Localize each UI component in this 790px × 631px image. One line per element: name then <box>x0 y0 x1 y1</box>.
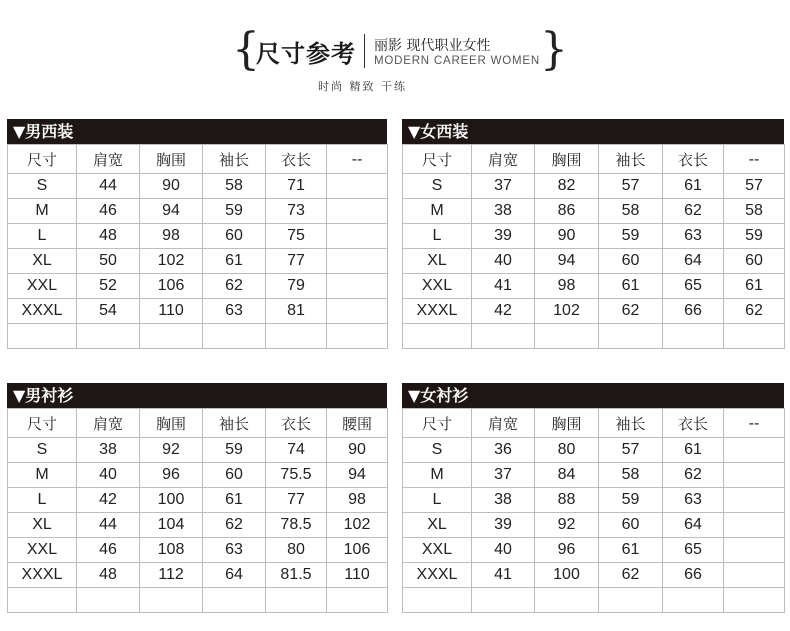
measurement-cell: 58 <box>724 199 785 224</box>
empty-row <box>403 324 785 349</box>
table-row <box>8 513 388 538</box>
measurement-cell: 94 <box>327 463 388 488</box>
table-row <box>8 199 388 224</box>
table-row <box>403 299 785 324</box>
measurement-cell: 37 <box>472 174 535 199</box>
column-header: 衣长 <box>663 409 724 438</box>
measurement-cell: 77 <box>266 249 327 274</box>
size-label-cell: XXXL <box>8 299 77 324</box>
measurement-cell: 39 <box>472 513 535 538</box>
measurement-cell: 44 <box>77 174 140 199</box>
measurement-cell <box>327 174 388 199</box>
measurement-cell: 48 <box>77 224 140 249</box>
measurement-cell: 61 <box>203 488 266 513</box>
measurement-cell: 41 <box>472 563 535 588</box>
table-row <box>403 438 785 463</box>
table-row <box>403 488 785 513</box>
empty-cell <box>472 324 535 349</box>
empty-cell <box>535 324 599 349</box>
empty-cell <box>266 588 327 613</box>
measurement-cell: 57 <box>599 174 663 199</box>
empty-row <box>8 324 388 349</box>
measurement-cell: 38 <box>472 199 535 224</box>
empty-cell <box>77 324 140 349</box>
measurement-cell: 78.5 <box>266 513 327 538</box>
empty-cell <box>403 588 472 613</box>
measurement-cell <box>724 563 785 588</box>
empty-cell <box>599 324 663 349</box>
measurement-cell: 74 <box>266 438 327 463</box>
measurement-cell: 54 <box>77 299 140 324</box>
measurement-cell: 110 <box>327 563 388 588</box>
measurement-cell: 98 <box>535 274 599 299</box>
measurement-cell: 81.5 <box>266 563 327 588</box>
measurement-cell: 66 <box>663 563 724 588</box>
measurement-cell: 80 <box>266 538 327 563</box>
measurement-cell: 75 <box>266 224 327 249</box>
empty-cell <box>472 588 535 613</box>
table-row <box>403 563 785 588</box>
table-row <box>8 463 388 488</box>
size-label-cell: XL <box>8 513 77 538</box>
measurement-cell: 63 <box>203 299 266 324</box>
size-label-cell: S <box>403 174 472 199</box>
measurement-cell: 58 <box>203 174 266 199</box>
women-suit-panel <box>402 119 784 349</box>
empty-cell <box>140 588 203 613</box>
size-table <box>7 144 388 349</box>
measurement-cell: 57 <box>724 174 785 199</box>
measurement-cell: 61 <box>724 274 785 299</box>
measurement-cell: 100 <box>535 563 599 588</box>
measurement-cell: 62 <box>724 299 785 324</box>
measurement-cell: 62 <box>203 274 266 299</box>
measurement-cell: 108 <box>140 538 203 563</box>
column-header: 尺寸 <box>8 145 77 174</box>
measurement-cell: 98 <box>327 488 388 513</box>
table-row <box>8 438 388 463</box>
measurement-cell: 38 <box>77 438 140 463</box>
empty-cell <box>403 324 472 349</box>
measurement-cell: 62 <box>663 199 724 224</box>
size-label-cell: XXL <box>8 538 77 563</box>
size-label-cell: XXXL <box>8 563 77 588</box>
table-row <box>8 274 388 299</box>
measurement-cell: 60 <box>599 249 663 274</box>
measurement-cell: 62 <box>599 299 663 324</box>
column-header: 袖长 <box>203 145 266 174</box>
measurement-cell: 59 <box>203 438 266 463</box>
measurement-cell: 112 <box>140 563 203 588</box>
measurement-cell: 102 <box>535 299 599 324</box>
size-label-cell: L <box>8 224 77 249</box>
table-title: ▼男西装 <box>7 119 387 144</box>
column-header: 肩宽 <box>472 409 535 438</box>
table-row <box>403 199 785 224</box>
measurement-cell: 63 <box>663 224 724 249</box>
measurement-cell: 41 <box>472 274 535 299</box>
table-row <box>403 513 785 538</box>
empty-cell <box>663 324 724 349</box>
size-label-cell: XXL <box>403 274 472 299</box>
table-row <box>403 224 785 249</box>
size-label-cell: M <box>403 199 472 224</box>
empty-cell <box>77 588 140 613</box>
measurement-cell: 102 <box>140 249 203 274</box>
table-row <box>403 538 785 563</box>
table-row <box>8 299 388 324</box>
empty-cell <box>140 324 203 349</box>
measurement-cell: 80 <box>535 438 599 463</box>
measurement-cell: 63 <box>203 538 266 563</box>
empty-cell <box>8 588 77 613</box>
measurement-cell: 90 <box>327 438 388 463</box>
column-header: 胸围 <box>535 409 599 438</box>
empty-cell <box>266 324 327 349</box>
title-divider <box>364 34 365 68</box>
measurement-cell: 59 <box>599 488 663 513</box>
size-label-cell: M <box>8 199 77 224</box>
size-label-cell: XL <box>403 249 472 274</box>
empty-cell <box>203 588 266 613</box>
column-header: 胸围 <box>140 145 203 174</box>
measurement-cell <box>327 224 388 249</box>
measurement-cell: 60 <box>203 224 266 249</box>
column-header: 尺寸 <box>403 145 472 174</box>
column-header: 衣长 <box>663 145 724 174</box>
empty-row <box>403 588 785 613</box>
table-header-row <box>8 145 388 174</box>
measurement-cell: 36 <box>472 438 535 463</box>
measurement-cell: 94 <box>535 249 599 274</box>
measurement-cell: 42 <box>77 488 140 513</box>
left-brace-ornament: { <box>232 24 260 75</box>
measurement-cell: 44 <box>77 513 140 538</box>
table-header-row <box>403 409 785 438</box>
table-header-row <box>403 145 785 174</box>
table-title: ▼女衬衫 <box>402 383 784 408</box>
measurement-cell: 61 <box>599 538 663 563</box>
measurement-cell <box>724 538 785 563</box>
size-label-cell: XXL <box>403 538 472 563</box>
table-row <box>403 174 785 199</box>
measurement-cell: 52 <box>77 274 140 299</box>
men-suit-panel <box>7 119 387 349</box>
measurement-cell: 98 <box>140 224 203 249</box>
measurement-cell: 100 <box>140 488 203 513</box>
size-label-cell: XXXL <box>403 563 472 588</box>
size-label-cell: M <box>403 463 472 488</box>
right-brace-ornament: } <box>540 24 568 75</box>
column-header: 袖长 <box>203 409 266 438</box>
measurement-cell <box>724 513 785 538</box>
measurement-cell: 86 <box>535 199 599 224</box>
empty-cell <box>327 588 388 613</box>
table-row <box>8 174 388 199</box>
measurement-cell: 39 <box>472 224 535 249</box>
size-label-cell: XXL <box>8 274 77 299</box>
size-label-cell: L <box>403 224 472 249</box>
table-title: ▼女西装 <box>402 119 784 144</box>
measurement-cell: 58 <box>599 199 663 224</box>
measurement-cell: 106 <box>327 538 388 563</box>
empty-row <box>8 588 388 613</box>
measurement-cell: 96 <box>535 538 599 563</box>
measurement-cell: 65 <box>663 274 724 299</box>
measurement-cell: 92 <box>140 438 203 463</box>
page-title: 尺寸参考 <box>256 40 356 68</box>
empty-cell <box>663 588 724 613</box>
measurement-cell <box>724 438 785 463</box>
empty-cell <box>724 588 785 613</box>
table-row <box>8 224 388 249</box>
column-header: 腰围 <box>327 409 388 438</box>
measurement-cell: 75.5 <box>266 463 327 488</box>
measurement-cell: 88 <box>535 488 599 513</box>
measurement-cell: 81 <box>266 299 327 324</box>
empty-cell <box>724 324 785 349</box>
measurement-cell: 90 <box>140 174 203 199</box>
measurement-cell: 62 <box>203 513 266 538</box>
table-row <box>403 274 785 299</box>
measurement-cell: 77 <box>266 488 327 513</box>
measurement-cell: 82 <box>535 174 599 199</box>
measurement-cell: 64 <box>663 513 724 538</box>
measurement-cell: 40 <box>472 249 535 274</box>
measurement-cell: 37 <box>472 463 535 488</box>
measurement-cell: 106 <box>140 274 203 299</box>
column-header: 尺寸 <box>8 409 77 438</box>
size-label-cell: XXXL <box>403 299 472 324</box>
measurement-cell: 50 <box>77 249 140 274</box>
size-table <box>402 408 785 613</box>
measurement-cell: 66 <box>663 299 724 324</box>
column-header: 衣长 <box>266 409 327 438</box>
table-row <box>8 249 388 274</box>
size-label-cell: S <box>8 174 77 199</box>
measurement-cell: 92 <box>535 513 599 538</box>
brand-name-en: MODERN CAREER WOMEN <box>374 55 540 67</box>
measurement-cell: 40 <box>77 463 140 488</box>
measurement-cell: 38 <box>472 488 535 513</box>
column-header: 胸围 <box>535 145 599 174</box>
measurement-cell: 60 <box>599 513 663 538</box>
measurement-cell: 94 <box>140 199 203 224</box>
measurement-cell <box>327 274 388 299</box>
measurement-cell: 42 <box>472 299 535 324</box>
measurement-cell: 102 <box>327 513 388 538</box>
measurement-cell: 61 <box>203 249 266 274</box>
page-header <box>0 0 790 110</box>
measurement-cell: 59 <box>599 224 663 249</box>
measurement-cell: 104 <box>140 513 203 538</box>
measurement-cell: 64 <box>203 563 266 588</box>
column-header: 衣长 <box>266 145 327 174</box>
measurement-cell <box>724 488 785 513</box>
measurement-cell: 96 <box>140 463 203 488</box>
measurement-cell: 46 <box>77 538 140 563</box>
column-header: 尺寸 <box>403 409 472 438</box>
size-label-cell: XL <box>403 513 472 538</box>
measurement-cell: 46 <box>77 199 140 224</box>
measurement-cell: 90 <box>535 224 599 249</box>
empty-cell <box>327 324 388 349</box>
size-table <box>402 144 785 349</box>
column-header: -- <box>724 145 785 174</box>
size-label-cell: M <box>8 463 77 488</box>
measurement-cell: 63 <box>663 488 724 513</box>
measurement-cell: 73 <box>266 199 327 224</box>
measurement-cell: 61 <box>663 438 724 463</box>
table-row <box>8 563 388 588</box>
column-header: -- <box>327 145 388 174</box>
empty-cell <box>8 324 77 349</box>
table-header-row <box>8 409 388 438</box>
measurement-cell: 59 <box>724 224 785 249</box>
size-label-cell: L <box>8 488 77 513</box>
measurement-cell: 64 <box>663 249 724 274</box>
tagline: 时尚 精致 干练 <box>318 80 407 93</box>
measurement-cell <box>327 299 388 324</box>
measurement-cell: 65 <box>663 538 724 563</box>
measurement-cell: 61 <box>663 174 724 199</box>
size-label-cell: S <box>403 438 472 463</box>
measurement-cell: 79 <box>266 274 327 299</box>
men-shirt-panel <box>7 383 387 613</box>
measurement-cell <box>724 463 785 488</box>
measurement-cell: 71 <box>266 174 327 199</box>
size-table <box>7 408 388 613</box>
column-header: 胸围 <box>140 409 203 438</box>
measurement-cell: 62 <box>663 463 724 488</box>
measurement-cell: 59 <box>203 199 266 224</box>
measurement-cell: 84 <box>535 463 599 488</box>
measurement-cell <box>327 199 388 224</box>
measurement-cell: 57 <box>599 438 663 463</box>
measurement-cell: 48 <box>77 563 140 588</box>
measurement-cell: 62 <box>599 563 663 588</box>
empty-cell <box>203 324 266 349</box>
size-label-cell: L <box>403 488 472 513</box>
table-row <box>8 488 388 513</box>
column-header: 袖长 <box>599 409 663 438</box>
size-label-cell: XL <box>8 249 77 274</box>
measurement-cell: 110 <box>140 299 203 324</box>
column-header: 肩宽 <box>77 145 140 174</box>
table-row <box>8 538 388 563</box>
column-header: 肩宽 <box>77 409 140 438</box>
measurement-cell: 40 <box>472 538 535 563</box>
table-row <box>403 249 785 274</box>
measurement-cell: 60 <box>724 249 785 274</box>
measurement-cell: 58 <box>599 463 663 488</box>
measurement-cell: 61 <box>599 274 663 299</box>
women-shirt-panel <box>402 383 784 613</box>
column-header: 肩宽 <box>472 145 535 174</box>
empty-cell <box>599 588 663 613</box>
table-title: ▼男衬衫 <box>7 383 387 408</box>
table-row <box>403 463 785 488</box>
brand-name-cn: 丽影 现代职业女性 <box>374 38 491 54</box>
column-header: -- <box>724 409 785 438</box>
measurement-cell <box>327 249 388 274</box>
measurement-cell: 60 <box>203 463 266 488</box>
empty-cell <box>535 588 599 613</box>
size-label-cell: S <box>8 438 77 463</box>
column-header: 袖长 <box>599 145 663 174</box>
